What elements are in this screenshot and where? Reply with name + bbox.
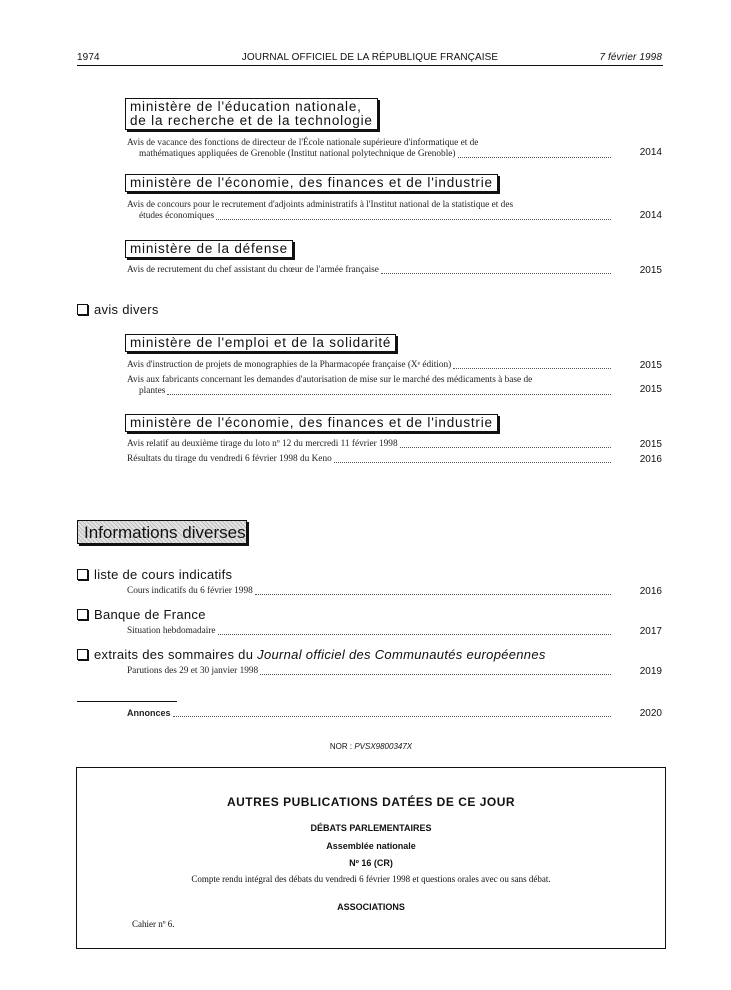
box-associations: ASSOCIATIONS [337, 902, 405, 912]
box-cahier: Cahier nº 6. [132, 919, 175, 929]
toc-entry: Parutions des 29 et 30 janvier 1998 [127, 666, 613, 677]
box-subtitle: DÉBATS PARLEMENTAIRES [310, 823, 432, 833]
page-ref: 2016 [639, 454, 662, 465]
ministry-box-education [125, 98, 378, 130]
toc-entry: Avis de vacance des fonctions de directeur de l'École nationale supérieure d'informatique et de mathématiques appliquées de Grenoble (Institut national polytechnique de Grenoble) [127, 138, 613, 160]
checkbox-square-icon [77, 609, 88, 620]
page-ref: 2019 [639, 666, 662, 677]
toc-entry: Avis relatif au deuxième tirage du loto nº 12 du mercredi 11 février 1998 [127, 439, 613, 450]
avis-divers-heading: avis divers [77, 302, 159, 317]
page-ref: 2017 [639, 626, 662, 637]
info-heading: extraits des sommaires du Journal officiel des Communautés européennes [77, 647, 546, 662]
page-ref: 2015 [639, 384, 662, 395]
info-heading: liste de cours indicatifs [77, 567, 232, 582]
box-description: Compte rendu intégral des débats du vendredi 6 février 1998 et questions orales avec ou sans débat. [191, 874, 551, 884]
checkbox-square-icon [77, 569, 88, 580]
toc-entry: Situation hebdomadaire [127, 626, 613, 637]
header-rule [77, 65, 663, 66]
issue-date: 7 février 1998 [599, 52, 662, 63]
ministry-box-defense: ministère de la défense [125, 240, 293, 258]
box-assembly: Assemblée nationale [326, 841, 416, 851]
ministry-box-economie: ministère de l'économie, des finances et de l'industrie [125, 174, 498, 192]
toc-entry: Résultats du tirage du vendredi 6 février 1998 du Keno [127, 454, 613, 465]
informations-diverses-title: Informations diverses [77, 520, 247, 544]
page-ref: 2015 [639, 439, 662, 450]
checkbox-square-icon [77, 304, 88, 315]
nor-reference: NOR : PVSX9800347X [329, 742, 413, 751]
checkbox-square-icon [77, 649, 88, 660]
journal-title: JOURNAL OFFICIEL DE LA RÉPUBLIQUE FRANÇAISE [241, 52, 499, 63]
ministry-title-line1: ministère de l'éducation nationale, [130, 99, 362, 114]
page-number: 1974 [77, 52, 100, 63]
info-heading: Banque de France [77, 607, 206, 622]
page-ref: 2016 [639, 586, 662, 597]
toc-entry: Cours indicatifs du 6 février 1998 [127, 586, 613, 597]
page-ref: 2014 [639, 210, 662, 221]
page-ref: 2020 [639, 708, 662, 719]
toc-entry-annonces: Annonces [127, 708, 613, 719]
page-ref: 2015 [639, 360, 662, 371]
toc-entry: Avis d'instruction de projets de monographies de la Pharmacopée française (Xᵉ édition) [127, 360, 613, 371]
box-number: Nº 16 (CR) [349, 858, 393, 868]
toc-entry: Avis de concours pour le recrutement d'adjoints administratifs à l'Institut national de la statistique et des études économiques [127, 200, 613, 222]
ministry-box-economie-2: ministère de l'économie, des finances et de l'industrie [125, 414, 498, 432]
box-title: AUTRES PUBLICATIONS DATÉES DE CE JOUR [226, 795, 516, 809]
page-ref: 2015 [639, 265, 662, 276]
annonces-rule [77, 701, 177, 702]
page-ref: 2014 [639, 147, 662, 158]
toc-entry: Avis aux fabricants concernant les demandes d'autorisation de mise sur le marché des médicaments à base de plantes [127, 375, 613, 397]
ministry-title-line2: de la recherche et de la technologie [130, 113, 373, 128]
ministry-box-emploi: ministère de l'emploi et de la solidarité [125, 334, 396, 352]
toc-entry: Avis de recrutement du chef assistant du chœur de l'armée française [127, 265, 613, 276]
